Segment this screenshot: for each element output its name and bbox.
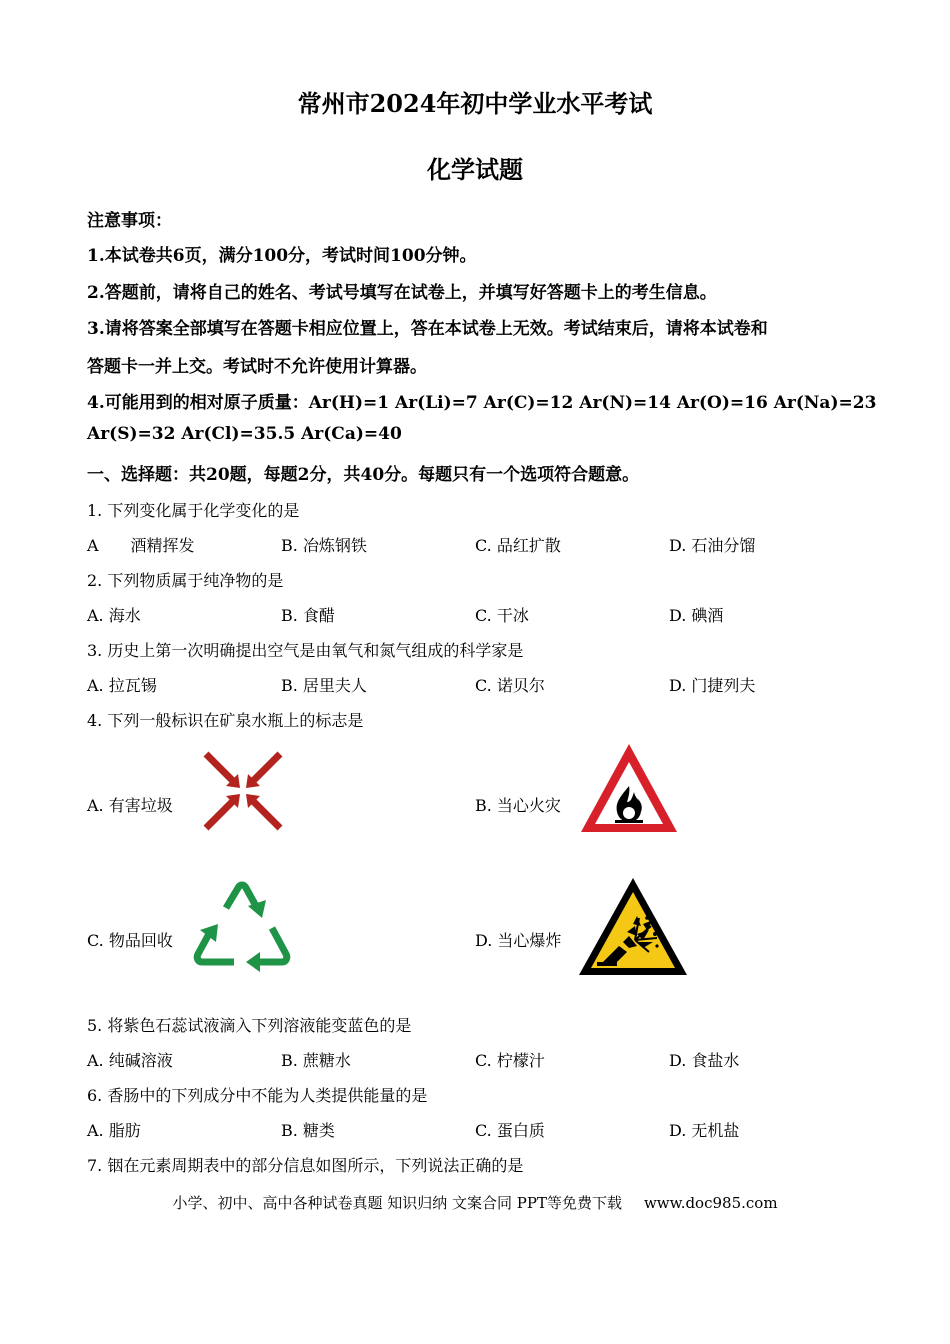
explosion-warning-icon: [577, 876, 689, 978]
option-c: C. 柠檬汁: [475, 1051, 545, 1070]
recycle-icon: [186, 878, 298, 978]
option-b: B. 居里夫人: [281, 676, 367, 695]
option-d: D. 食盐水: [669, 1051, 740, 1070]
fire-warning-icon: [577, 740, 681, 836]
question-stem: 1. 下列变化属于化学变化的是: [87, 501, 300, 520]
option-a: A 酒精挥发: [87, 536, 195, 555]
notes-heading: 注意事项：: [87, 211, 172, 231]
question-stem: 4. 下列一般标识在矿泉水瓶上的标志是: [87, 711, 364, 730]
page-title: 常州市2024年初中学业水平考试: [297, 89, 653, 118]
page-footer: [0, 1192, 950, 1213]
question-stem: 3. 历史上第一次明确提出空气是由氧气和氮气组成的科学家是: [87, 641, 524, 660]
option-a: A. 有害垃圾: [87, 796, 173, 815]
note-item: 1.本试卷共6页，满分100分，考试时间100分钟。: [87, 246, 477, 266]
option-d: D. 石油分馏: [669, 536, 756, 555]
question-stem: 5. 将紫色石蕊试液滴入下列溶液能变蓝色的是: [87, 1016, 412, 1035]
note-item: 4.可能用到的相对原子质量：Ar(H)=1 Ar(Li)=7 Ar(C)=12 Ar(N)=14 Ar(O)=16 Ar(Na)=23: [87, 393, 877, 413]
option-c: C. 诺贝尔: [475, 676, 545, 695]
option-d: D. 门捷列夫: [669, 676, 756, 695]
option-a: A. 纯碱溶液: [87, 1051, 173, 1070]
option-d: D. 当心爆炸: [475, 931, 562, 950]
option-c: C. 干冰: [475, 606, 529, 625]
question-stem: 6. 香肠中的下列成分中不能为人类提供能量的是: [87, 1086, 428, 1105]
hazardous-waste-icon: [200, 750, 286, 832]
question-stem: 2. 下列物质属于纯净物的是: [87, 571, 284, 590]
question-stem: 7. 铟在元素周期表中的部分信息如图所示，下列说法正确的是: [87, 1156, 524, 1175]
option-c: C. 物品回收: [87, 931, 173, 950]
footer-text: 小学、初中、高中各种试卷真题 知识归纳 文案合同 PPT等免费下载: [172, 1194, 622, 1212]
option-b: B. 冶炼钢铁: [281, 536, 367, 555]
footer-url[interactable]: www.doc985.com: [643, 1194, 778, 1212]
option-a: A. 脂肪: [87, 1121, 141, 1140]
note-item: 2.答题前，请将自己的姓名、考试号填写在试卷上，并填写好答题卡上的考生信息。: [87, 283, 717, 303]
option-a: A. 海水: [87, 606, 141, 625]
section-heading: 一、选择题：共20题，每题2分，共40分。每题只有一个选项符合题意。: [87, 465, 640, 485]
option-c: C. 蛋白质: [475, 1121, 545, 1140]
option-a: A. 拉瓦锡: [87, 676, 157, 695]
option-d: D. 碘酒: [669, 606, 724, 625]
page-subtitle: 化学试题: [427, 155, 523, 184]
note-item: Ar(S)=32 Ar(Cl)=35.5 Ar(Ca)=40: [87, 424, 402, 444]
option-d: D. 无机盐: [669, 1121, 740, 1140]
option-b: B. 糖类: [281, 1121, 335, 1140]
option-b: B. 蔗糖水: [281, 1051, 351, 1070]
note-item: 答题卡一并上交。考试时不允许使用计算器。: [87, 357, 427, 377]
option-b: B. 当心火灾: [475, 796, 561, 815]
option-c: C. 品红扩散: [475, 536, 561, 555]
note-item: 3.请将答案全部填写在答题卡相应位置上，答在本试卷上无效。考试结束后，请将本试卷和: [87, 319, 768, 339]
option-b: B. 食醋: [281, 606, 335, 625]
